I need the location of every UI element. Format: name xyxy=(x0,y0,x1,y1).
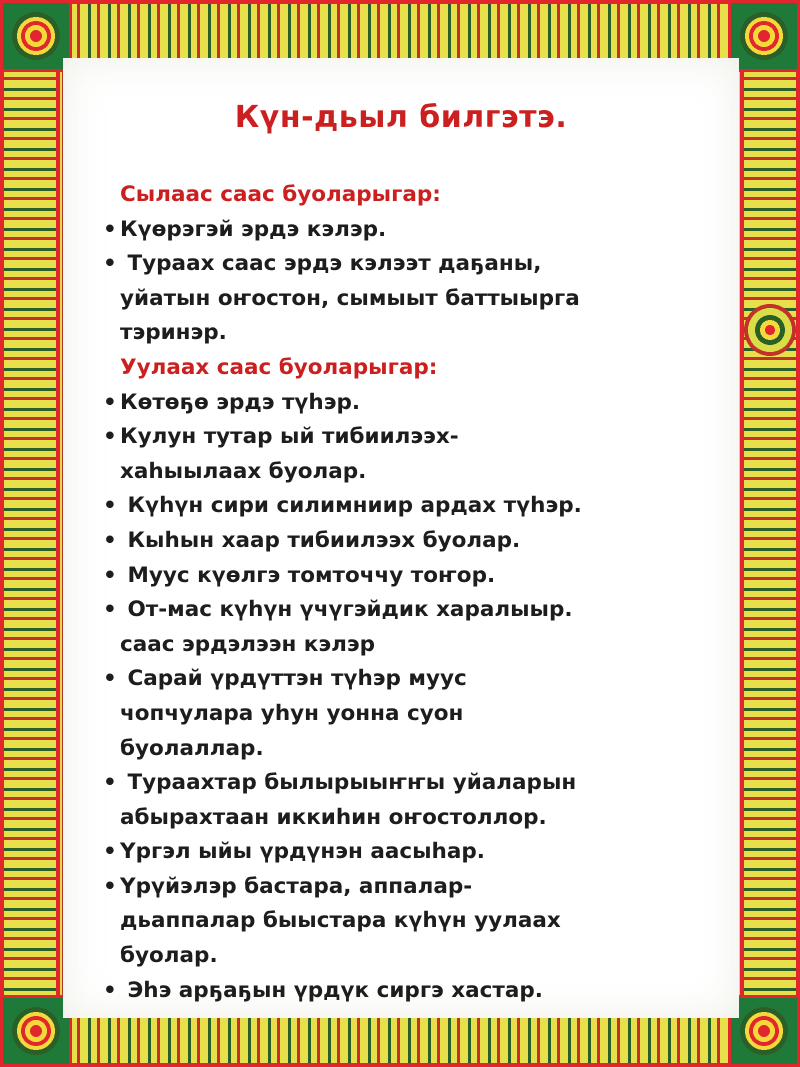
list-item: • Эһэ арҕаҕын үрдүк сиргэ хастар. xyxy=(103,974,733,1009)
frame-right-band xyxy=(740,0,800,1067)
document-page xyxy=(63,58,739,1018)
list-item-continuation: тэринэр. xyxy=(120,320,227,346)
list-item: • От-мас күһүн үчүгэйдик харалыыр. xyxy=(103,593,733,628)
list-item: • Үргэл ыйы үрдүнэн аасыһар. xyxy=(103,835,733,870)
list-item-continuation: абырахтаан иккиһин оҥостоллор. xyxy=(120,804,547,830)
frame-left-band xyxy=(0,0,60,1067)
list-item: • Үрүйэлэр бастара, аппалар- xyxy=(103,870,733,905)
list-item: • Муус күөлгэ томточчу тоҥор. xyxy=(103,559,733,594)
page-title: Күн-дьыл билгэтэ. xyxy=(234,100,568,135)
side-ornament-icon xyxy=(740,300,800,360)
list-item: • Сарай үрдүттэн түһэр муус xyxy=(103,662,733,697)
list-item: • Күһүн сири силимниир ардах түһэр. xyxy=(103,489,733,524)
list-item: • Кулун тутар ый тибиилээх- xyxy=(103,420,733,455)
corner-ornament-icon xyxy=(0,995,72,1067)
list-item-continuation: уйатын оҥостон, сымыыт баттыырга xyxy=(120,285,580,311)
list-item: • Көтөҕө эрдэ түһэр. xyxy=(103,386,733,421)
list-item-continuation: буолаллар. xyxy=(120,735,264,761)
signs-list xyxy=(103,178,733,1008)
section-heading-wet-spring: Уулаах саас буоларыгар: xyxy=(120,354,438,380)
list-item-continuation: саас эрдэлээн кэлэр xyxy=(120,631,376,657)
list-item-continuation: чопчулара уһун уонна суон xyxy=(120,700,464,726)
list-item-continuation: буолар. xyxy=(120,943,218,969)
corner-ornament-icon xyxy=(0,0,72,72)
list-item: • Кыһын хаар тибиилээх буолар. xyxy=(103,524,733,559)
frame-top-band xyxy=(0,0,800,62)
list-item: • Күөрэгэй эрдэ кэлэр. xyxy=(103,213,733,248)
list-item-continuation: хаһыылаах буолар. xyxy=(120,458,367,484)
list-item: • Тураахтар былырыыҥҥы уйаларын xyxy=(103,766,733,801)
section-heading-warm-spring: Сылаас саас буоларыгар: xyxy=(120,182,441,207)
list-item-continuation: дьаппалар быыстара күһүн уулаах xyxy=(120,908,561,934)
list-item: • Тураах саас эрдэ кэлээт даҕаны, xyxy=(103,247,733,282)
